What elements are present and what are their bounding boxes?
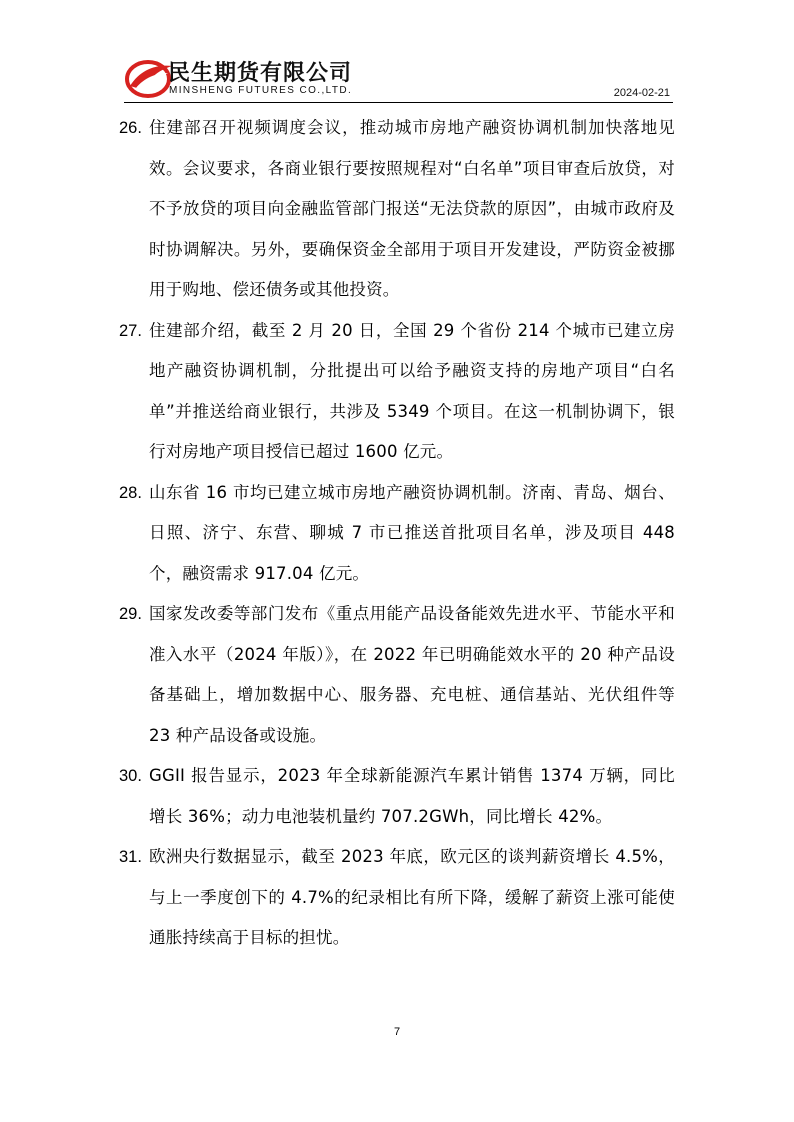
header-divider <box>124 102 673 103</box>
item-text: 国家发改委等部门发布《重点用能产品设备能效先进水平、节能水平和准入水平（2024 年版）》，在 2022 年已明确能效水平的 20 种产品设备基础上，增加数据中心、服务器、充电桩、通信基站、光伏组件等 23 种产品设备或设施。 <box>149 604 675 745</box>
list-item <box>119 837 675 959</box>
item-text: 住建部介绍，截至 2 月 20 日，全国 29 个省份 214 个城市已建立房地产融资协调机制，分批提出可以给予融资支持的房地产项目“白名单”并推送给商业银行，共涉及 5349 个项目。在这一机制协调下，银行对房地产项目授信已超过 1600 亿元。 <box>149 320 675 461</box>
company-name-cn: 民生期货有限公司 <box>168 61 353 86</box>
item-text: 住建部召开视频调度会议，推动城市房地产融资协调机制加快落地见效。会议要求，各商业银行要按照规程对“白名单”项目审查后放贷，对不予放贷的项目向金融监管部门报送“无法贷款的原因”，由城市政府及时协调解决。另外，要确保资金全部用于项目开发建设，严防资金被挪用于购地、偿还债务或其他投资。 <box>149 118 675 299</box>
list-item <box>119 108 675 311</box>
item-number: 31. <box>119 848 142 866</box>
item-text: 欧洲央行数据显示，截至 2023 年底，欧元区的谈判薪资增长 4.5%，与上一季度创下的 4.7%的纪录相比有所下降，缓解了薪资上涨可能使通胀持续高于目标的担忧。 <box>149 847 675 947</box>
item-text: GGII 报告显示，2023 年全球新能源汽车累计销售 1374 万辆，同比增长 36%；动力电池装机量约 707.2GWh，同比增长 42%。 <box>149 766 675 826</box>
page-number: 7 <box>393 1026 401 1038</box>
item-number: 30. <box>119 767 142 785</box>
page-header <box>0 0 794 110</box>
list-item <box>119 594 675 756</box>
item-number: 27. <box>119 321 142 340</box>
item-text: 山东省 16 市均已建立城市房地产融资协调机制。济南、青岛、烟台、日照、济宁、东营、聊城 7 市已推送首批项目名单，涉及项目 448 个，融资需求 917.04 亿元。 <box>149 482 675 583</box>
list-item <box>119 756 675 837</box>
item-number: 28. <box>119 483 142 502</box>
news-list <box>119 108 675 959</box>
report-date: 2024-02-21 <box>613 87 670 99</box>
company-name-en: MINSHENG FUTURES CO.,LTD. <box>169 85 353 96</box>
list-item <box>119 473 675 595</box>
minsheng-logo-icon <box>124 56 174 100</box>
item-number: 29. <box>119 605 142 623</box>
item-number: 26. <box>119 119 142 137</box>
list-item <box>119 311 675 473</box>
